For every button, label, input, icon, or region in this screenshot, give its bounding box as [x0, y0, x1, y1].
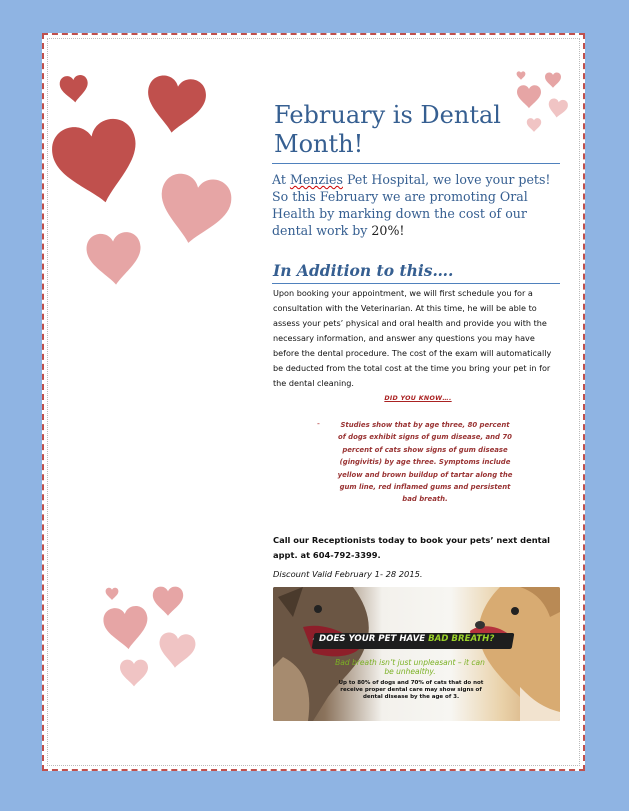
banner-headline-start: DOES YOUR PET HAVE	[319, 634, 429, 644]
heart-icon	[157, 632, 196, 670]
fact-bullet: -	[317, 419, 320, 428]
banner-headline-highlight: BAD BREATH?	[428, 634, 495, 644]
discount-percent: 20%!	[371, 223, 405, 238]
banner-subline: Bad breath isn’t just unpleasant – it can be unhealthy.	[335, 658, 485, 677]
heart-icon	[154, 171, 235, 249]
heart-icon	[517, 71, 526, 79]
banner-headline	[319, 634, 519, 644]
intro-text-start: At	[272, 172, 290, 187]
intro-text-middle: Pet Hospital, we love your pets! So this February we are promoting Oral Health by marking down the cost of our dental work by	[272, 172, 551, 238]
section-heading: In Addition to this….	[273, 261, 454, 280]
did-you-know-heading: DID YOU KNOW….	[384, 395, 452, 402]
banner-small-text: Up to 80% of dogs and 70% of cats that do not receive proper dental care may show signs of dental disease by the age of 3.	[338, 680, 484, 701]
intro-paragraph	[272, 171, 562, 239]
heart-icon	[102, 605, 150, 652]
section-divider	[272, 283, 560, 284]
heart-icon	[86, 231, 143, 286]
heart-icon	[120, 660, 148, 687]
heart-icon	[48, 115, 147, 211]
page-title: February is Dental Month!	[274, 101, 501, 158]
call-to-action: Call our Receptionists today to book your pets’ next dental appt. at 604-792-3399.	[273, 535, 551, 560]
heart-icon	[545, 72, 561, 87]
heart-icon	[106, 588, 119, 600]
heart-icon	[153, 587, 183, 616]
heart-icon	[59, 74, 89, 103]
discount-validity: Discount Valid February 1- 28 2015.	[273, 569, 423, 579]
bad-breath-banner	[273, 587, 560, 721]
title-divider	[272, 163, 560, 164]
flyer-page	[42, 33, 585, 771]
fact-text: Studies show that by age three, 80 percent of dogs exhibit signs of gum disease, and 70 percent of cats show signs of gum disease (gingivitis) by age three. Symptoms include yellow and brown buildup of tartar along the gum line, red inflamed gums and persistent bad breath.	[337, 421, 513, 504]
clinic-name: Menzies	[289, 172, 343, 187]
body-paragraph: Upon booking your appointment, we will first schedule you for a consultation with the Veterinarian. At this time, he will be able to assess your pets’ physical and oral health and provide you with the necessary information, and answer any questions you may have before the dental procedure. The cost of the exam will automatically be deducted from the total cost at the time you bring your pet in for the dental cleaning.	[273, 288, 552, 388]
heart-icon	[143, 74, 208, 137]
